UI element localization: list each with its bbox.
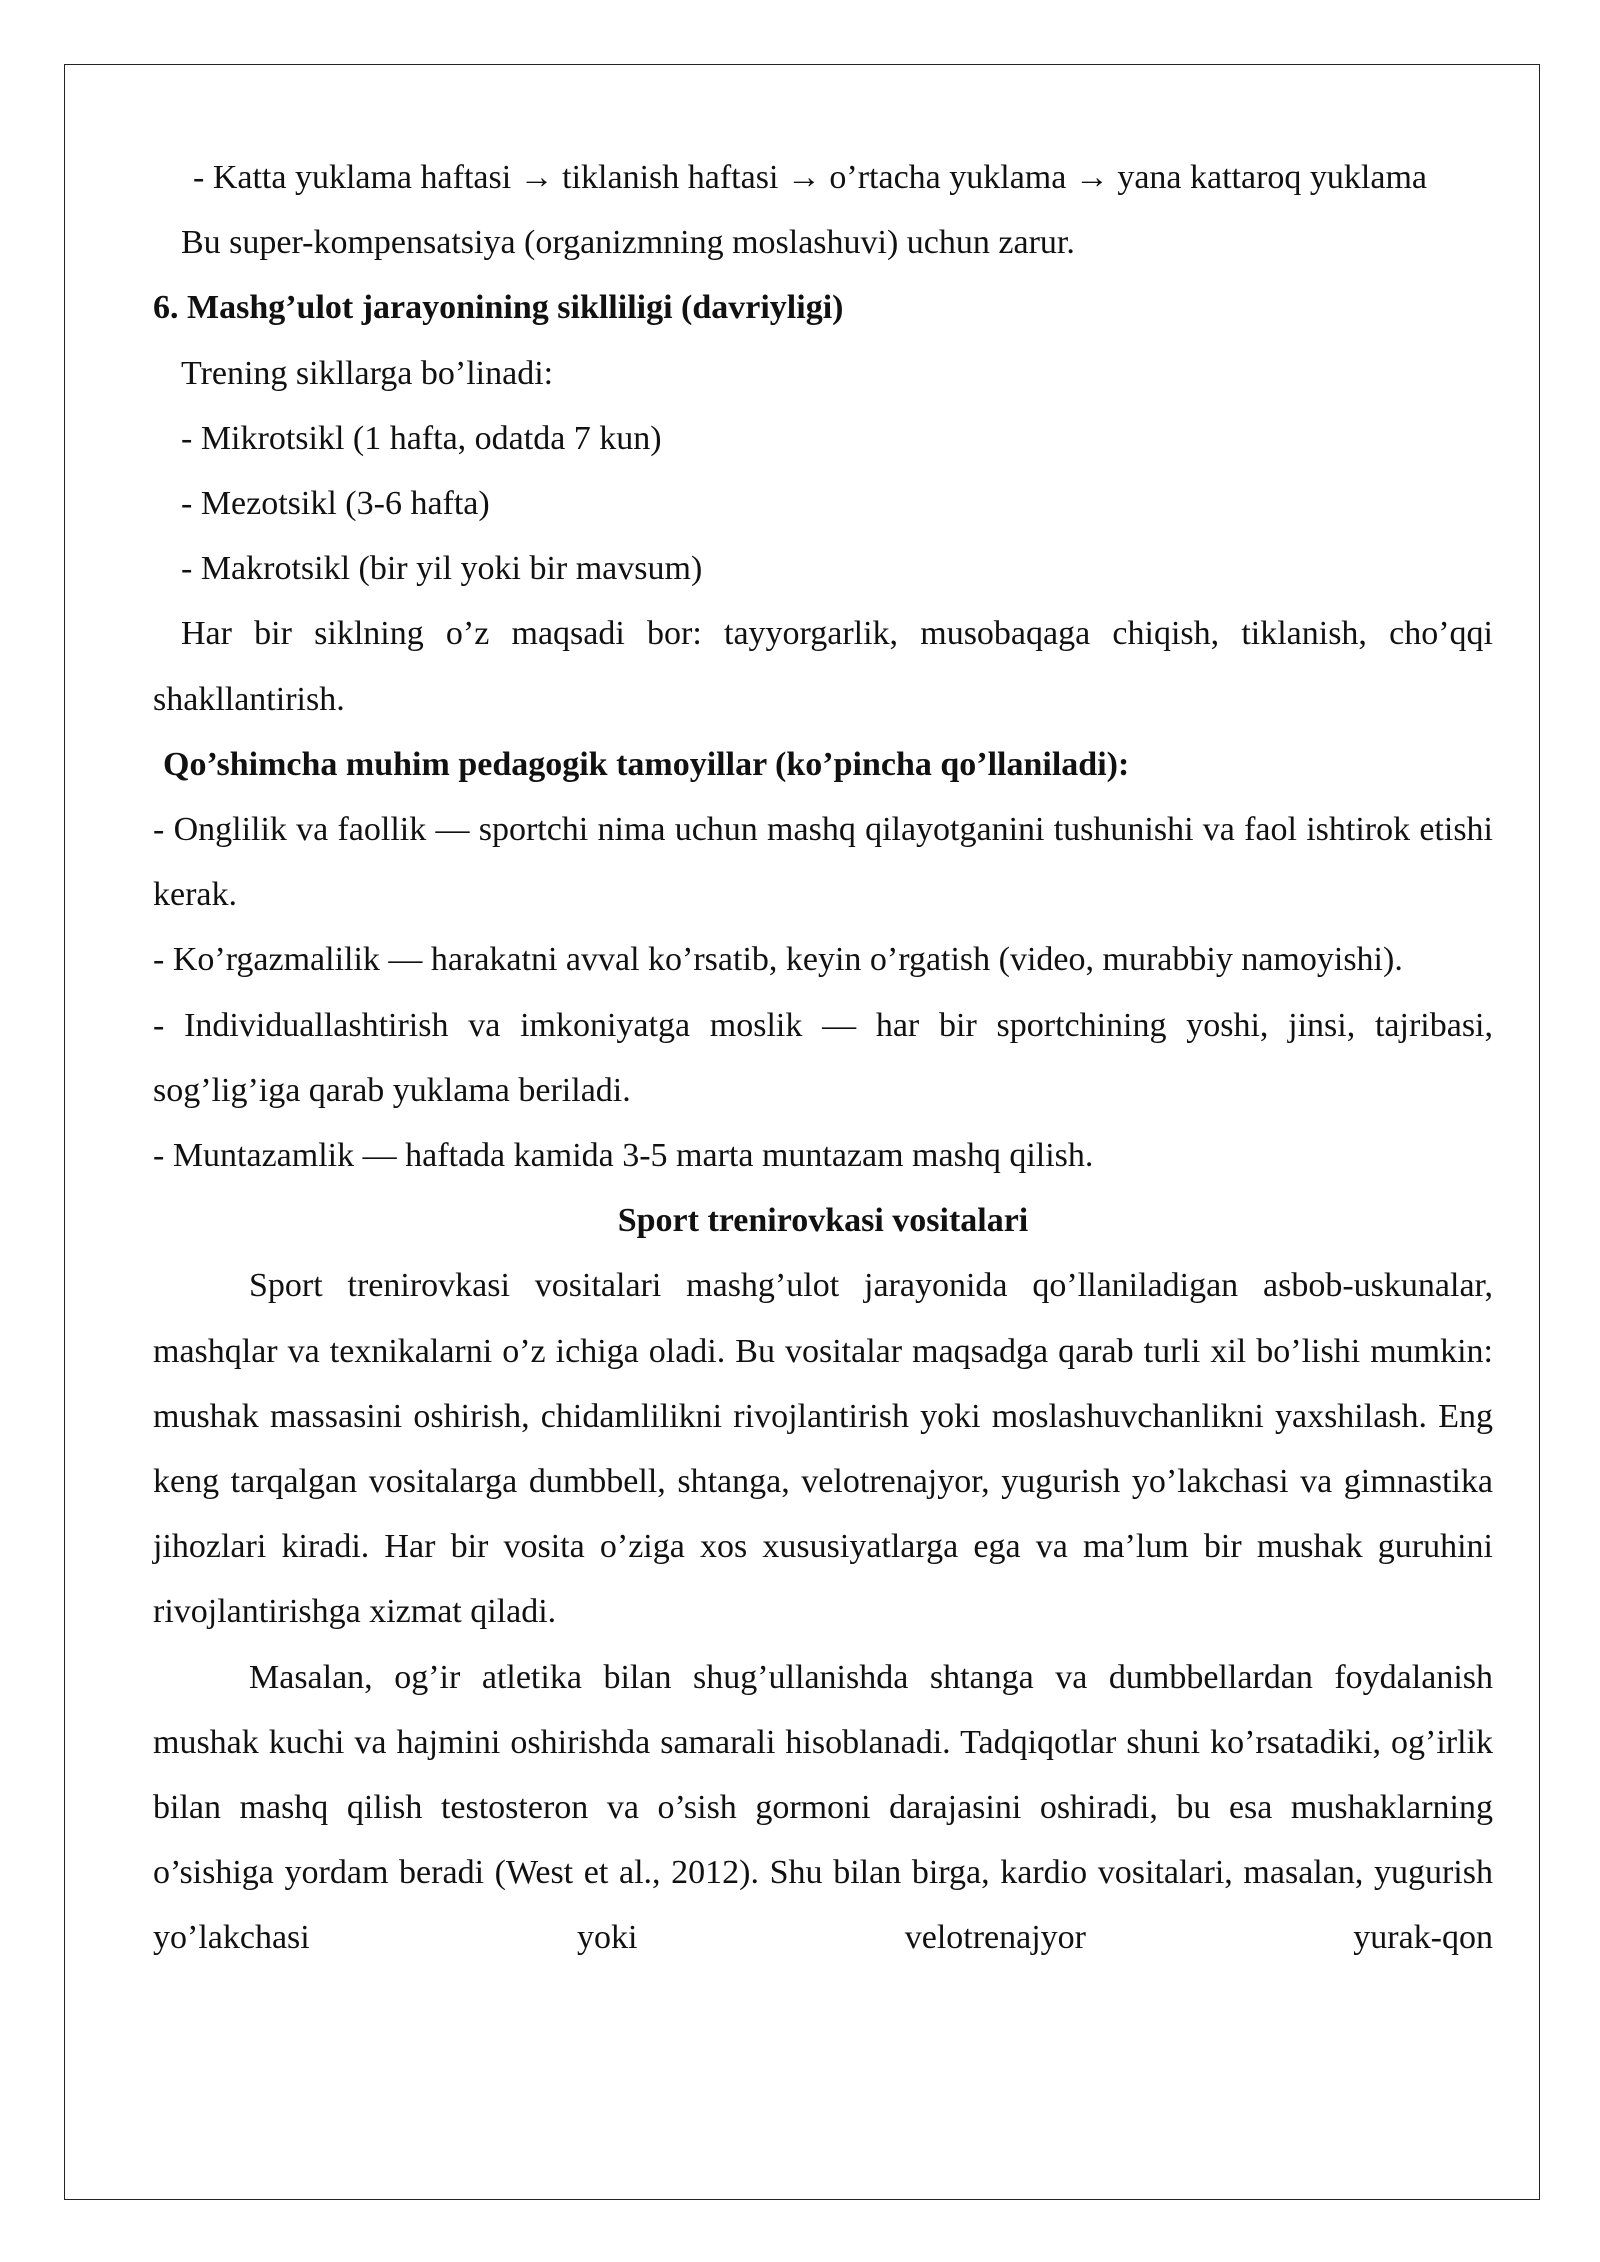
training-means-paragraph: Sport trenirovkasi vositalari mashg’ulot jarayonida qo’llaniladigan asbob-uskunalar, mashqlar va texnikalarni o’z ichiga oladi. Bu vositalar maqsadga qarab turli xil bo’lishi mumkin: mushak massasini oshirish, chidamlilikni rivojlantirish yoki moslashuvchanlikni yaxshilash. Eng keng tarqalgan vositalarga dumbbell, shtanga, velotrenajyor, yugurish yo’lakchasi va gimnastika jihozlari kiradi. Har bir vosita o’ziga xos xususiyatlarga ega va ma’lum bir mushak guruhini rivojlantirishga xizmat qiladi. bbox=[153, 1267, 1493, 1631]
cycle-goals-paragraph: Har bir siklning o’z maqsadi bor: tayyorgarlik, musobaqaga chiqish, tiklanish, cho’qqi shakllantirish. bbox=[153, 615, 1493, 718]
document-body bbox=[153, 145, 1493, 1971]
weightlifting-example-paragraph: Masalan, og’ir atletika bilan shug’ullanishda shtanga va dumbbellardan foydalanish mushak kuchi va hajmini oshirishda samarali hisoblanadi. Tadqiqotlar shuni ko’rsatadiki, og’irlik bilan mashq qilish testosteron va o’sish gormoni darajasini oshiradi, bu esa mushaklarning o’sishiga yordam beradi (West et al., 2012). Shu bilan birga, kardio vositalari, masalan, yugurish yo’lakchasi yoki velotrenajyor yurak-qon bbox=[153, 1658, 1493, 1957]
principle-consciousness: - Onglilik va faollik — sportchi nima uchun mashq qilayotganini tushunishi va faol ishtirok etishi kerak. bbox=[153, 811, 1493, 914]
list-item-microcycle: - Mikrotsikl (1 hafta, odatda 7 kun) bbox=[181, 419, 662, 457]
section-heading-training-means: Sport trenirovkasi vositalari bbox=[617, 1202, 1029, 1240]
principle-visualization: - Ko’rgazmalilik — harakatni avval ko’rsatib, keyin o’rgatish (video, murabbiy namoyishi). bbox=[153, 941, 1403, 979]
principle-individualization: - Individuallashtirish va imkoniyatga moslik — har bir sportchining yoshi, jinsi, tajribasi, sog’lig’iga qarab yuklama beriladi. bbox=[153, 1006, 1493, 1109]
cycles-intro: Trening sikllarga bo’linadi: bbox=[181, 354, 554, 392]
section-heading-6: 6. Mashg’ulot jarayonining siklliligi (davriyligi) bbox=[153, 289, 844, 327]
principle-regularity: - Muntazamlik — haftada kamida 3-5 marta muntazam mashq qilish. bbox=[153, 1137, 1094, 1175]
list-item-macrocycle: - Makrotsikl (bir yil yoki bir mavsum) bbox=[181, 550, 703, 588]
load-cycle-sequence: - Katta yuklama haftasi → tiklanish haftasi → o’rtacha yuklama → yana kattaroq yuklama bbox=[193, 159, 1427, 196]
supercompensation-note: Bu super-kompensatsiya (organizmning moslashuvi) uchun zarur. bbox=[181, 224, 1075, 262]
list-item-mesocycle: - Mezotsikl (3-6 hafta) bbox=[181, 485, 490, 523]
additional-principles-heading: Qo’shimcha muhim pedagogik tamoyillar (ko’pincha qo’llaniladi): bbox=[163, 745, 1130, 783]
